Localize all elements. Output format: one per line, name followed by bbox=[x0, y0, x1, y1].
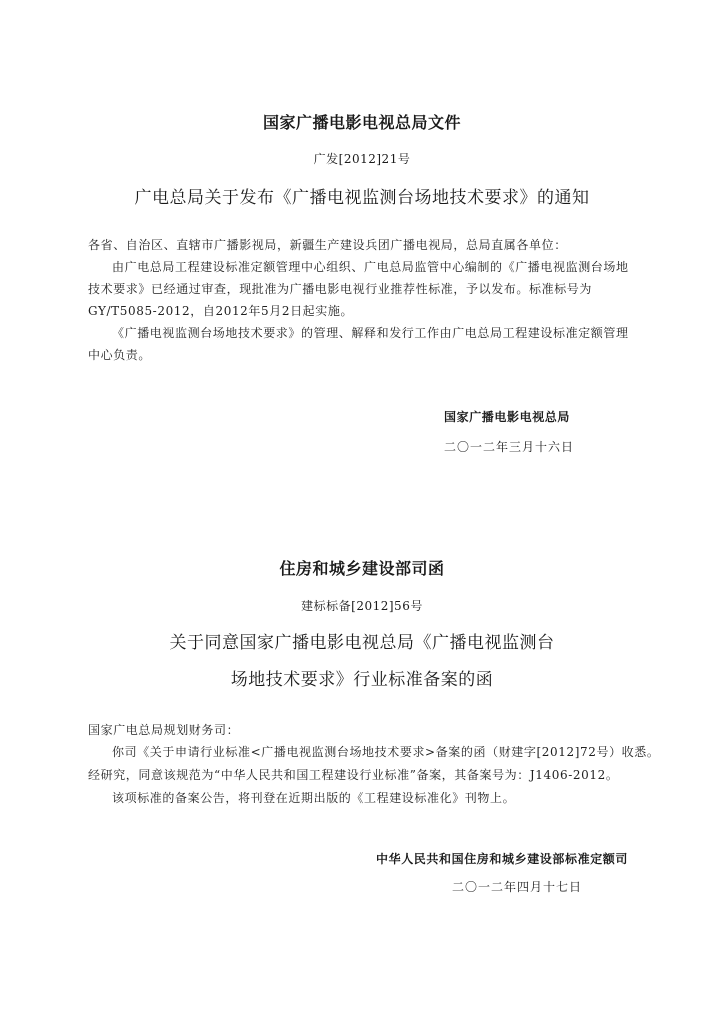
notice-1-signature: 国家广播电影电视总局 bbox=[444, 410, 571, 424]
notice-1-org-title: 国家广播电影电视总局文件 bbox=[262, 113, 461, 132]
notice-1-doc-number: 广发[2012]21号 bbox=[313, 152, 411, 166]
notice-2-para1-line2: 经研究，同意该规范为“中华人民共和国工程建设行业标准”备案，其备案号为：J1406-2012。 bbox=[88, 768, 619, 782]
notice-2-para1-line1: 你司《关于申请行业标准<广播电视监测台场地技术要求>备案的函（财建字[2012]72号）收悉。 bbox=[112, 745, 660, 759]
notice-2-heading-line1: 关于同意国家广播电影电视总局《广播电视监测台 bbox=[169, 633, 555, 653]
notice-2-date: 二〇一二年四月十七日 bbox=[452, 880, 583, 894]
notice-2-org-title: 住房和城乡建设部司函 bbox=[279, 559, 445, 578]
notice-1-date: 二〇一二年三月十六日 bbox=[444, 440, 575, 454]
notice-2-recipients: 国家广电总局规划财务司： bbox=[88, 723, 240, 737]
notice-1-para2-line2: 中心负责。 bbox=[88, 348, 152, 362]
notice-2-doc-number: 建标标备[2012]56号 bbox=[301, 599, 423, 613]
notice-2-heading-line2: 场地技术要求》行业标准备案的函 bbox=[230, 670, 494, 690]
notice-2-para2-line1: 该项标准的备案公告，将刊登在近期出版的《工程建设标准化》刊物上。 bbox=[112, 791, 516, 805]
notice-1-para2-line1: 《广播电视监测台场地技术要求》的管理、解释和发行工作由广电总局工程建设标准定额管理 bbox=[112, 326, 629, 340]
notice-1-para1-line3: GY/T5085-2012，自2012年5月2日起实施。 bbox=[88, 304, 354, 318]
notice-1-para1-line1: 由广电总局工程建设标准定额管理中心组织、广电总局监管中心编制的《广播电视监测台场地 bbox=[112, 260, 629, 274]
notice-2-signature: 中华人民共和国住房和城乡建设部标准定额司 bbox=[376, 852, 629, 866]
notice-1-heading: 广电总局关于发布《广播电视监测台场地技术要求》的通知 bbox=[134, 188, 590, 208]
notice-1-para1-line2: 技术要求》已经通过审查，现批准为广播电影电视行业推荐性标准，予以发布。标准标号为 bbox=[88, 282, 593, 296]
notice-1-recipients: 各省、自治区、直辖市广播影视局，新疆生产建设兵团广播电视局，总局直属各单位： bbox=[88, 238, 567, 252]
